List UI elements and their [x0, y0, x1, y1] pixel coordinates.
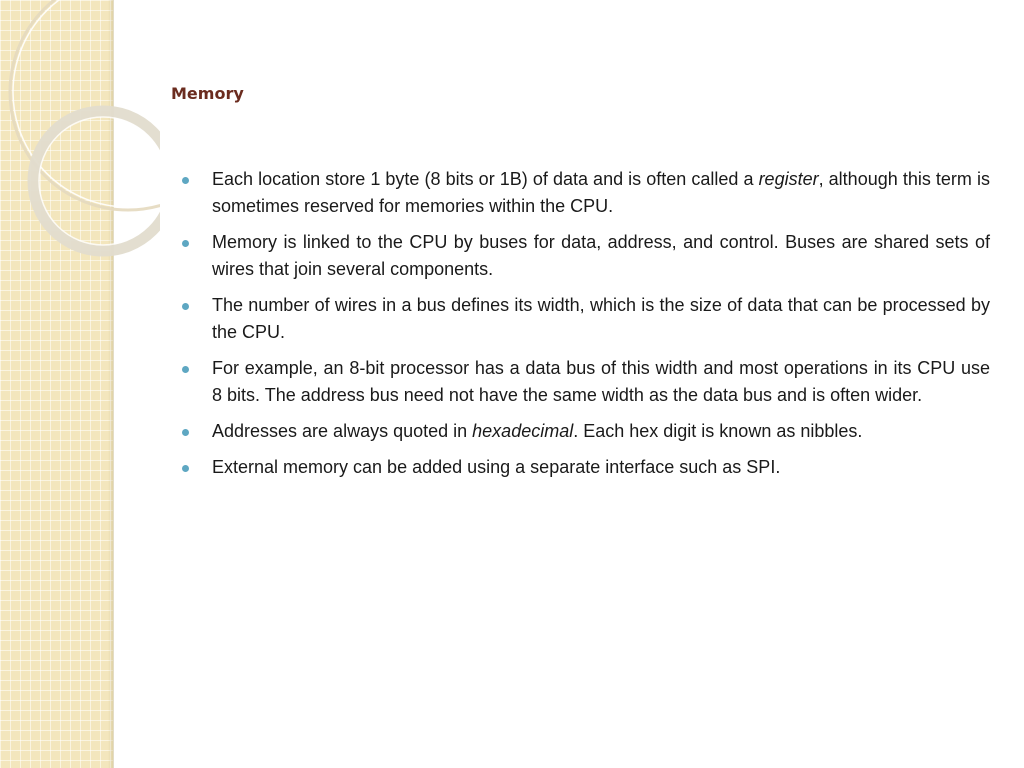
bullet-text: Each location store 1 byte (8 bits or 1B) of data and is often called a	[212, 169, 759, 189]
bullet-text: . Each hex digit is known as nibbles.	[573, 421, 863, 441]
bullet-dot-icon	[182, 366, 189, 373]
bullet-item	[180, 418, 990, 445]
bullet-item	[180, 292, 990, 346]
bullet-text: The number of wires in a bus defines its width, which is the size of data that can be processed by the CPU.	[212, 295, 990, 342]
bullet-dot-icon	[182, 303, 189, 310]
bullet-item	[180, 355, 990, 409]
bullet-emphasis-text: hexadecimal	[472, 421, 574, 441]
bullet-text: Memory is linked to the CPU by buses for data, address, and control. Buses are shared sets of wires that join several components.	[212, 232, 990, 279]
bullet-text: For example, an 8-bit processor has a data bus of this width and most operations in its CPU use 8 bits. The address bus need not have the same width as the data bus and is often wider.	[212, 358, 990, 405]
bullet-item	[180, 229, 990, 283]
bullet-dot-icon	[182, 429, 189, 436]
bullet-text: Addresses are always quoted in	[212, 421, 473, 441]
decorative-circles	[0, 0, 160, 260]
slide-title: Memory	[171, 84, 244, 103]
bullet-text: , although this term is sometimes reserved for memories within the CPU.	[212, 169, 990, 216]
bullet-dot-icon	[182, 177, 189, 184]
bullet-text: External memory can be added using a separate interface such as SPI.	[212, 457, 781, 477]
bullet-emphasis-text: register	[758, 169, 819, 189]
bullet-list	[180, 166, 990, 490]
bullet-dot-icon	[182, 465, 189, 472]
bullet-item	[180, 454, 990, 481]
bullet-dot-icon	[182, 240, 189, 247]
bullet-item	[180, 166, 990, 220]
